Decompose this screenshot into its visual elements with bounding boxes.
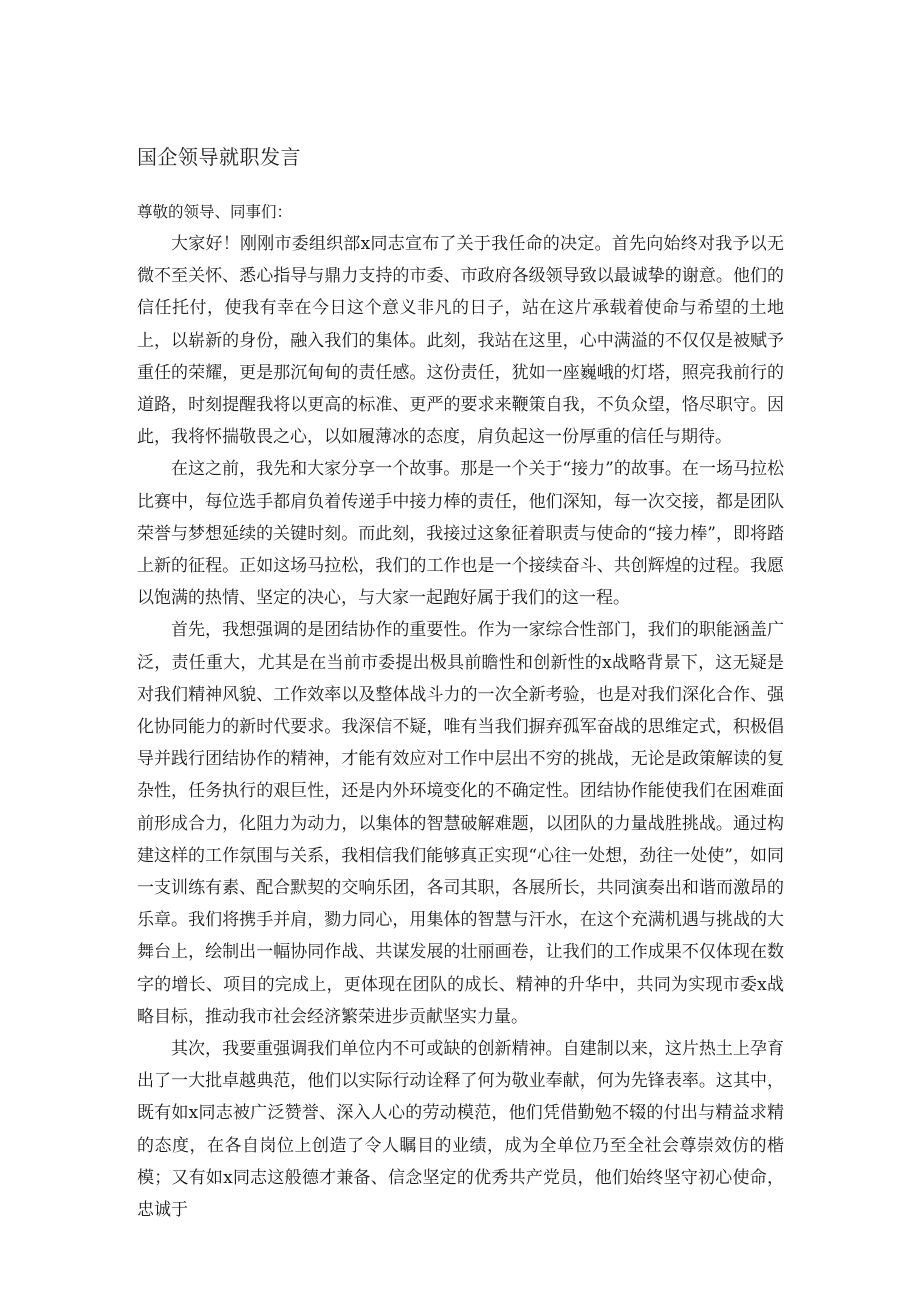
paragraph-teamwork: 首先，我想强调的是团结协作的重要性。作为一家综合性部门，我们的职能涵盖广泛，责任重大，尤其是在当前市委提出极具前瞻性和创新性的x战略背景下，这无疑是对我们精神风貌、工作效率以及整体战斗力的一次全新考验，也是对我们深化合作、强化协同能力的新时代要求。我深信不疑，唯有当我们摒弃孤军奋战的思维定式，积极倡导并践行团结协作的精神，才能有效应对工作中层出不穷的挑战，无论是政策解读的复杂性，任务执行的艰巨性，还是内外环境变化的不确定性。团结协作能使我们在困难面前形成合力，化阻力为动力，以集体的智慧破解难题，以团队的力量战胜挑战。通过构建这样的工作氛围与关系，我相信我们能够真正实现“心往一处想，劲往一处使”，如同一支训练有素、配合默契的交响乐团，各司其职，各展所长，共同演奏出和谐而激昂的乐章。我们将携手并肩，勠力同心，用集体的智慧与汗水，在这个充满机遇与挑战的大舞台上，绘制出一幅协同作战、共谋发展的壮丽画卷，让我们的工作成果不仅体现在数字的增长、项目的完成上，更体现在团队的成长、精神的升华中，共同为实现市委x战略目标，推动我市社会经济繁荣进步贡献坚实力量。 [137, 620, 784, 1027]
salutation: 尊敬的领导、同事们： [137, 203, 293, 221]
paragraph-relay-story: 在这之前，我先和大家分享一个故事。那是一个关于“接力”的故事。在一场马拉松比赛中，每位选手都肩负着传递手中接力棒的责任，他们深知，每一次交接，都是团队荣誉与梦想延续的关键时刻。而此刻，我接过这象征着职责与使命的“接力棒”，即将踏上新的征程。正如这场马拉松，我们的工作也是一个接续奋斗、共创辉煌的过程。我愿以饱满的热情、坚定的决心，与大家一起跑好属于我们的这一程。 [137, 459, 784, 609]
paragraph-innovation: 其次，我要重强调我们单位内不可或缺的创新精神。自建制以来，这片热土上孕育出了一大批卓越典范，他们以实际行动诠释了何为敬业奉献，何为先锋表率。这其中，既有如x同志被广泛赞誉、深入人心的劳动模范，他们凭借勤勉不辍的付出与精益求精的态度，在各自岗位上创造了令人瞩目的业绩，成为全单位乃至全社会尊崇效仿的楷模；又有如x同志这般德才兼备、信念坚定的优秀共产党员，他们始终坚守初心使命，忠诚于 [137, 1039, 784, 1221]
document-body [137, 197, 784, 1226]
paragraph-greeting: 大家好！刚刚市委组织部x同志宣布了关于我任命的决定。首先向始终对我予以无微不至关怀、悉心指导与鼎力支持的市委、市政府各级领导致以最诚挚的谢意。他们的信任托付，使我有幸在今日这个意义非凡的日子，站在这片承载着使命与希望的土地上，以崭新的身份，融入我们的集体。此刻，我站在这里，心中满溢的不仅仅是被赋予重任的荣耀，更是那沉甸甸的责任感。这份责任，犹如一座巍峨的灯塔，照亮我前行的道路，时刻提醒我将以更高的标准、更严的要求来鞭策自我，不负众望，恪尽职守。因此，我将怀揣敬畏之心，以如履薄冰的态度，肩负起这一份厚重的信任与期待。 [137, 234, 784, 448]
document-title: 国企领导就职发言 [137, 145, 301, 169]
